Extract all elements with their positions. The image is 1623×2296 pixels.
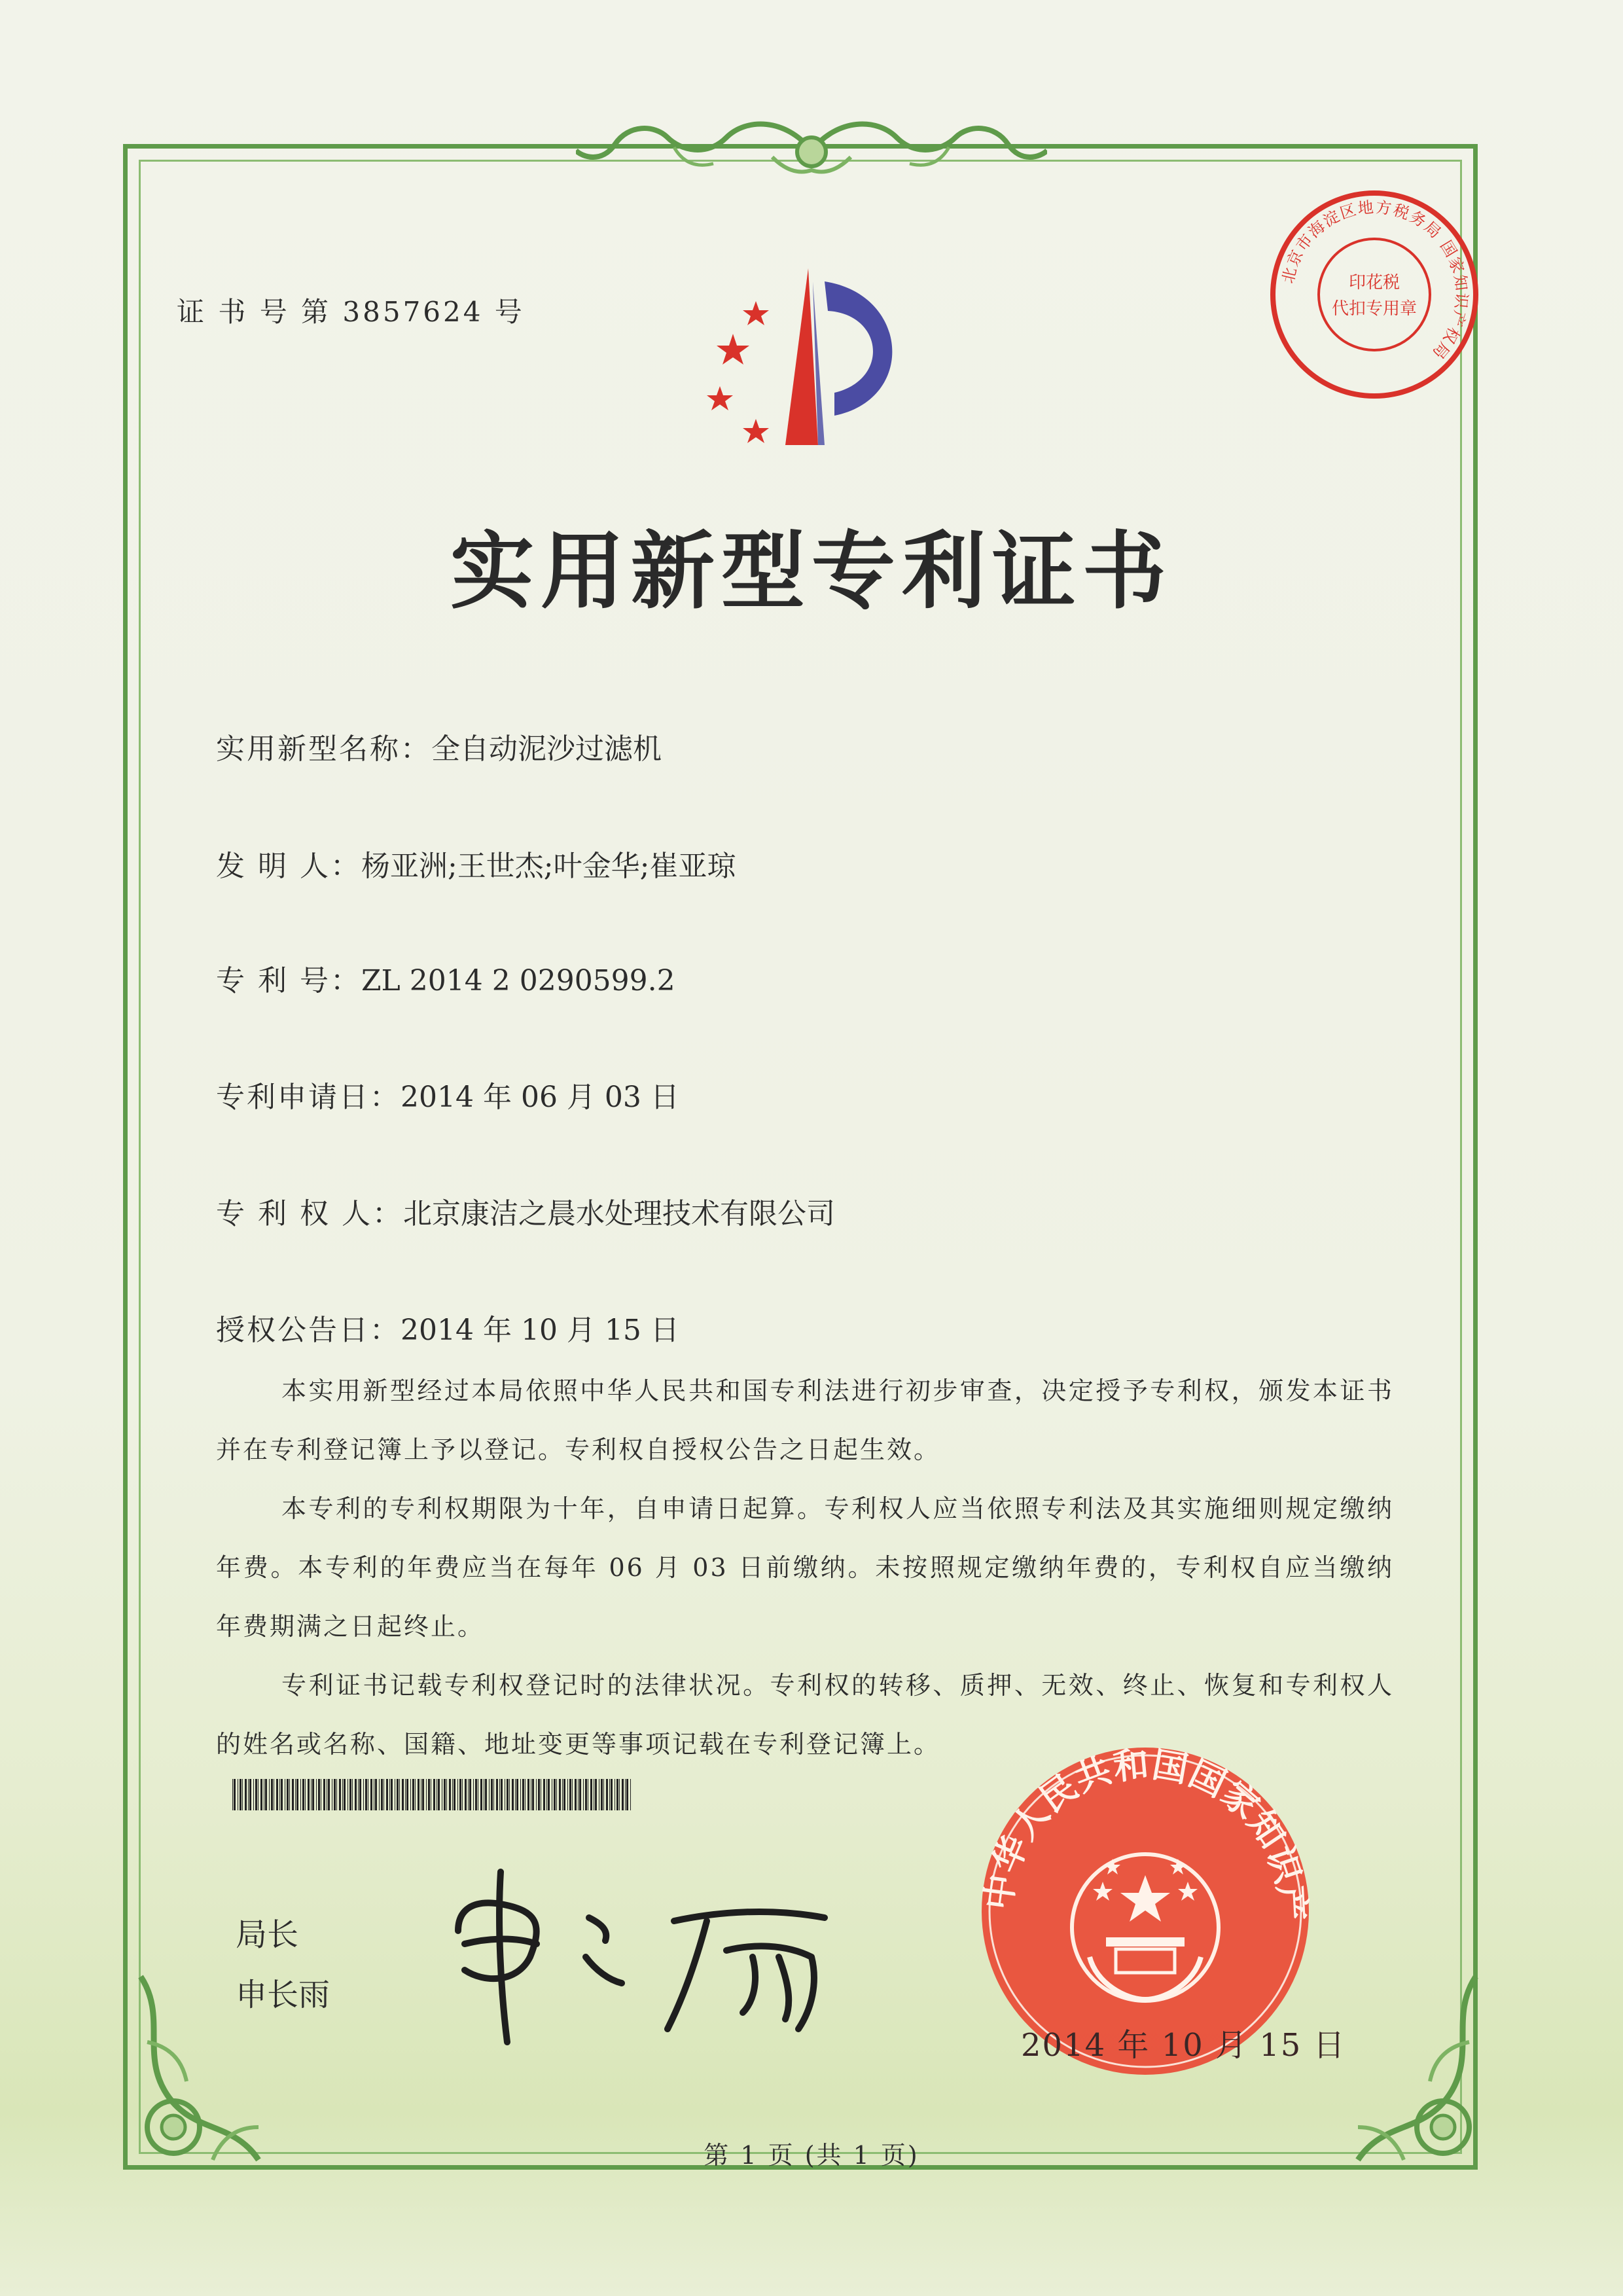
patentee-field bbox=[216, 1190, 835, 1232]
tax-stamp-line2: 代扣专用章 bbox=[1331, 299, 1418, 319]
logo-star-icon bbox=[707, 386, 733, 410]
body-paragraph: 本实用新型经过本局依照中华人民共和国专利法进行初步审查，决定授予专利权，颁发本证书并在专利登记簿上予以登记。专利权自授权公告之日起生效。 bbox=[216, 1376, 1394, 1464]
certificate-number: 证 书 号 第 3857624 号 bbox=[177, 296, 525, 328]
handwritten-signature bbox=[445, 1859, 864, 2055]
certificate-title: 实用新型专利证书 bbox=[450, 523, 1173, 620]
logo-star-icon bbox=[743, 419, 769, 443]
director-block bbox=[236, 1905, 330, 2025]
tax-stamp-outer-text: 北京市海淀区地方税务局 国家知识产权局 bbox=[1278, 198, 1471, 363]
field-value: 北京康洁之晨水处理技术有限公司 bbox=[402, 1197, 835, 1230]
field-label: 专利申请日： bbox=[216, 1081, 401, 1114]
seal-tiananmen-icon bbox=[1106, 1937, 1185, 1946]
patent-office-logo bbox=[694, 255, 942, 465]
field-label: 发 明 人： bbox=[216, 850, 361, 883]
body-paragraph: 本专利的专利权期限为十年，自申请日起算。专利权人应当依照专利法及其实施细则规定缴纳年费。本专利的年费应当在每年 06 月 03 日前缴纳。未按照规定缴纳年费的，专利权自应当缴纳年费期满之日起终止。 bbox=[216, 1494, 1394, 1641]
patent-number-field bbox=[216, 957, 675, 999]
director-name: 申长雨 bbox=[236, 1977, 330, 2013]
tax-stamp-line1: 印花税 bbox=[1348, 273, 1400, 293]
field-label: 授权公告日： bbox=[216, 1314, 401, 1347]
field-label: 专 利 号： bbox=[216, 964, 361, 997]
utility-model-name-field bbox=[216, 725, 662, 767]
seal-date: 2014 年 10 月 15 日 bbox=[1021, 2027, 1346, 2064]
application-date-field bbox=[216, 1073, 679, 1115]
field-value: 2014 年 06 月 03 日 bbox=[401, 1081, 679, 1114]
field-value: ZL 2014 2 0290599.2 bbox=[361, 964, 675, 997]
page-number: 第 1 页 (共 1 页) bbox=[704, 2141, 919, 2170]
top-ornament bbox=[576, 111, 1047, 190]
field-value: 杨亚洲;王世杰;叶金华;崔亚琼 bbox=[361, 850, 736, 883]
field-label: 实用新型名称： bbox=[216, 732, 431, 766]
logo-p-icon bbox=[825, 281, 892, 416]
body-paragraph: 专利证书记载专利权登记时的法律状况。专利权的转移、质押、无效、终止、恢复和专利权人的姓名或名称、国籍、地址变更等事项记载在专利登记簿上。 bbox=[216, 1671, 1394, 1759]
certificate-body bbox=[216, 1361, 1394, 1774]
logo-star-icon bbox=[743, 301, 769, 325]
inventor-field bbox=[216, 842, 736, 884]
seal-text: 中华人民共和国国家知识产 bbox=[977, 1743, 1313, 1922]
director-title: 局长 bbox=[236, 1916, 299, 1953]
field-value: 全自动泥沙过滤机 bbox=[431, 732, 662, 766]
field-value: 2014 年 10 月 15 日 bbox=[401, 1314, 679, 1347]
logo-star-icon bbox=[717, 334, 749, 365]
barcode bbox=[232, 1779, 635, 1810]
field-label: 专 利 权 人： bbox=[216, 1197, 403, 1230]
grant-date-field bbox=[216, 1306, 679, 1348]
tax-stamp bbox=[1266, 187, 1482, 403]
